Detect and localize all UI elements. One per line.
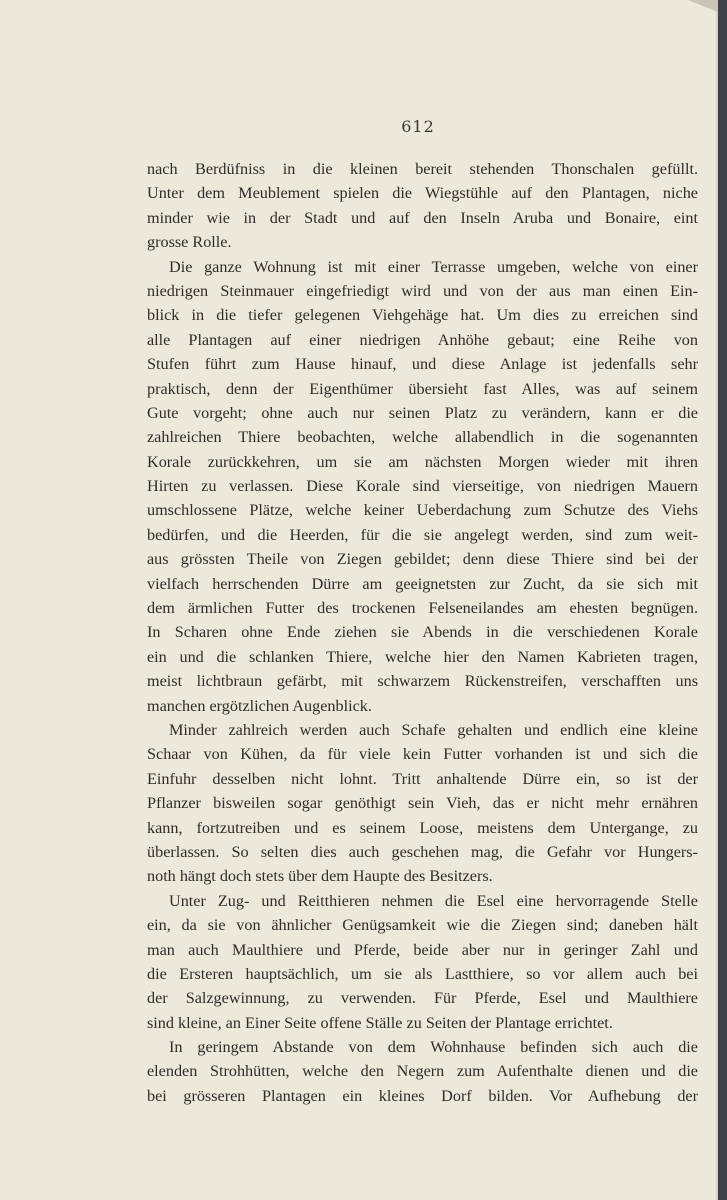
text-line: vielfach herrschenden Dürre am geeignetsten zur Zucht, da sie sich mit	[147, 574, 698, 593]
text-line: In geringem Abstande von dem Wohnhause befinden sich auch die	[169, 1038, 698, 1057]
paragraph	[147, 255, 698, 718]
text-line: Pflanzer bisweilen sogar genöthigt sein Vieh, das er nicht mehr ernähren	[147, 794, 698, 813]
text-line: blick in die tiefer gelegenen Viehgehäge hat. Um dies zu erreichen sind	[147, 306, 698, 325]
text-line: Unter dem Meublement spielen die Wiegstühle auf den Plantagen, niche	[147, 184, 698, 203]
text-line: bedürfen, und die Heerden, für die sie angelegt werden, sind zum weit-	[147, 525, 698, 544]
text-line: sind kleine, an Einer Seite offene Ställe zu Seiten der Plantage errichtet.	[147, 1013, 613, 1032]
text-line: manchen ergötzlichen Augenblick.	[147, 696, 372, 715]
text-line: Schaar von Kühen, da für viele kein Futter vorhanden ist und sich die	[147, 745, 698, 764]
text-line: grosse Rolle.	[147, 233, 232, 252]
text-line: zahlreichen Thiere beobachten, welche allabendlich in die sogenannten	[147, 428, 698, 447]
paragraph	[147, 157, 698, 255]
text-line: niedrigen Steinmauer eingefriedigt wird und von der aus man einen Ein-	[147, 281, 698, 300]
text-line: der Salzgewinnung, zu verwenden. Für Pferde, Esel und Maulthiere	[147, 989, 698, 1008]
text-line: ein und die schlanken Thiere, welche hier den Namen Kabrieten tragen,	[147, 647, 698, 666]
text-line: noth hängt doch stets über dem Haupte des Besitzers.	[147, 867, 493, 886]
page-number: 612	[401, 117, 435, 136]
paragraph	[147, 889, 698, 1035]
text-line: Die ganze Wohnung ist mit einer Terrasse umgeben, welche von einer	[169, 257, 698, 276]
text-line: Hirten zu verlassen. Diese Korale sind vierseitige, von niedrigen Mauern	[147, 477, 698, 496]
corner-fold	[688, 0, 718, 12]
text-line: man auch Maulthiere und Pferde, beide aber nur in geringer Zahl und	[147, 940, 698, 959]
text-line: Korale zurückkehren, um sie am nächsten Morgen wieder mit ihren	[147, 452, 698, 471]
paragraph	[147, 718, 698, 889]
text-line: alle Plantagen auf einer niedrigen Anhöhe gebaut; eine Reihe von	[147, 330, 698, 349]
paragraph	[147, 1035, 698, 1108]
text-line: bei grösseren Plantagen ein kleines Dorf bilden. Vor Aufhebung der	[147, 1086, 698, 1105]
text-line: Gute vorgeht; ohne auch nur seinen Platz zu verändern, kann er die	[147, 403, 698, 422]
text-line: praktisch, denn der Eigenthümer übersieht fast Alles, was auf seinem	[147, 379, 698, 398]
text-line: In Scharen ohne Ende ziehen sie Abends in die verschiedenen Korale	[147, 623, 698, 642]
text-line: Einfuhr desselben nicht lohnt. Tritt anhaltende Dürre ein, so ist der	[147, 769, 698, 788]
text-line: aus grössten Theile von Ziegen gebildet; denn diese Thiere sind bei der	[147, 550, 698, 569]
text-line: Stufen führt zum Hause hinauf, und diese Anlage ist jedenfalls sehr	[147, 355, 698, 374]
text-line: ein, da sie von ähnlicher Genügsamkeit wie die Ziegen sind; daneben hält	[147, 916, 698, 935]
text-line: elenden Strohhütten, welche den Negern zum Aufenthalte dienen und die	[147, 1062, 698, 1081]
text-line: Unter Zug- und Reitthieren nehmen die Esel eine hervorragende Stelle	[169, 891, 698, 910]
text-line: Minder zahlreich werden auch Schafe gehalten und endlich eine kleine	[169, 720, 698, 739]
text-line: überlassen. So selten dies auch geschehen mag, die Gefahr vor Hungers-	[147, 842, 698, 861]
text-line: kann, fortzutreiben und es seinem Loose, meistens dem Untergange, zu	[147, 818, 698, 837]
text-line: die Ersteren hauptsächlich, um sie als Lastthiere, so vor allem auch bei	[147, 964, 698, 983]
body-text	[147, 157, 698, 1108]
text-line: umschlossene Plätze, welche keiner Ueberdachung zum Schutze des Viehs	[147, 501, 698, 520]
text-line: meist lichtbraun gefärbt, mit schwarzem Rückenstreifen, verschafften uns	[147, 672, 698, 691]
text-line: nach Berdüfniss in die kleinen bereit stehenden Thonschalen gefüllt.	[147, 160, 698, 178]
text-line: minder wie in der Stadt und auf den Inseln Aruba und Bonaire, eint	[147, 208, 698, 227]
scan-border	[718, 0, 727, 1200]
text-line: dem ärmlichen Futter des trockenen Felseneilandes am ehesten begnügen.	[147, 599, 698, 618]
